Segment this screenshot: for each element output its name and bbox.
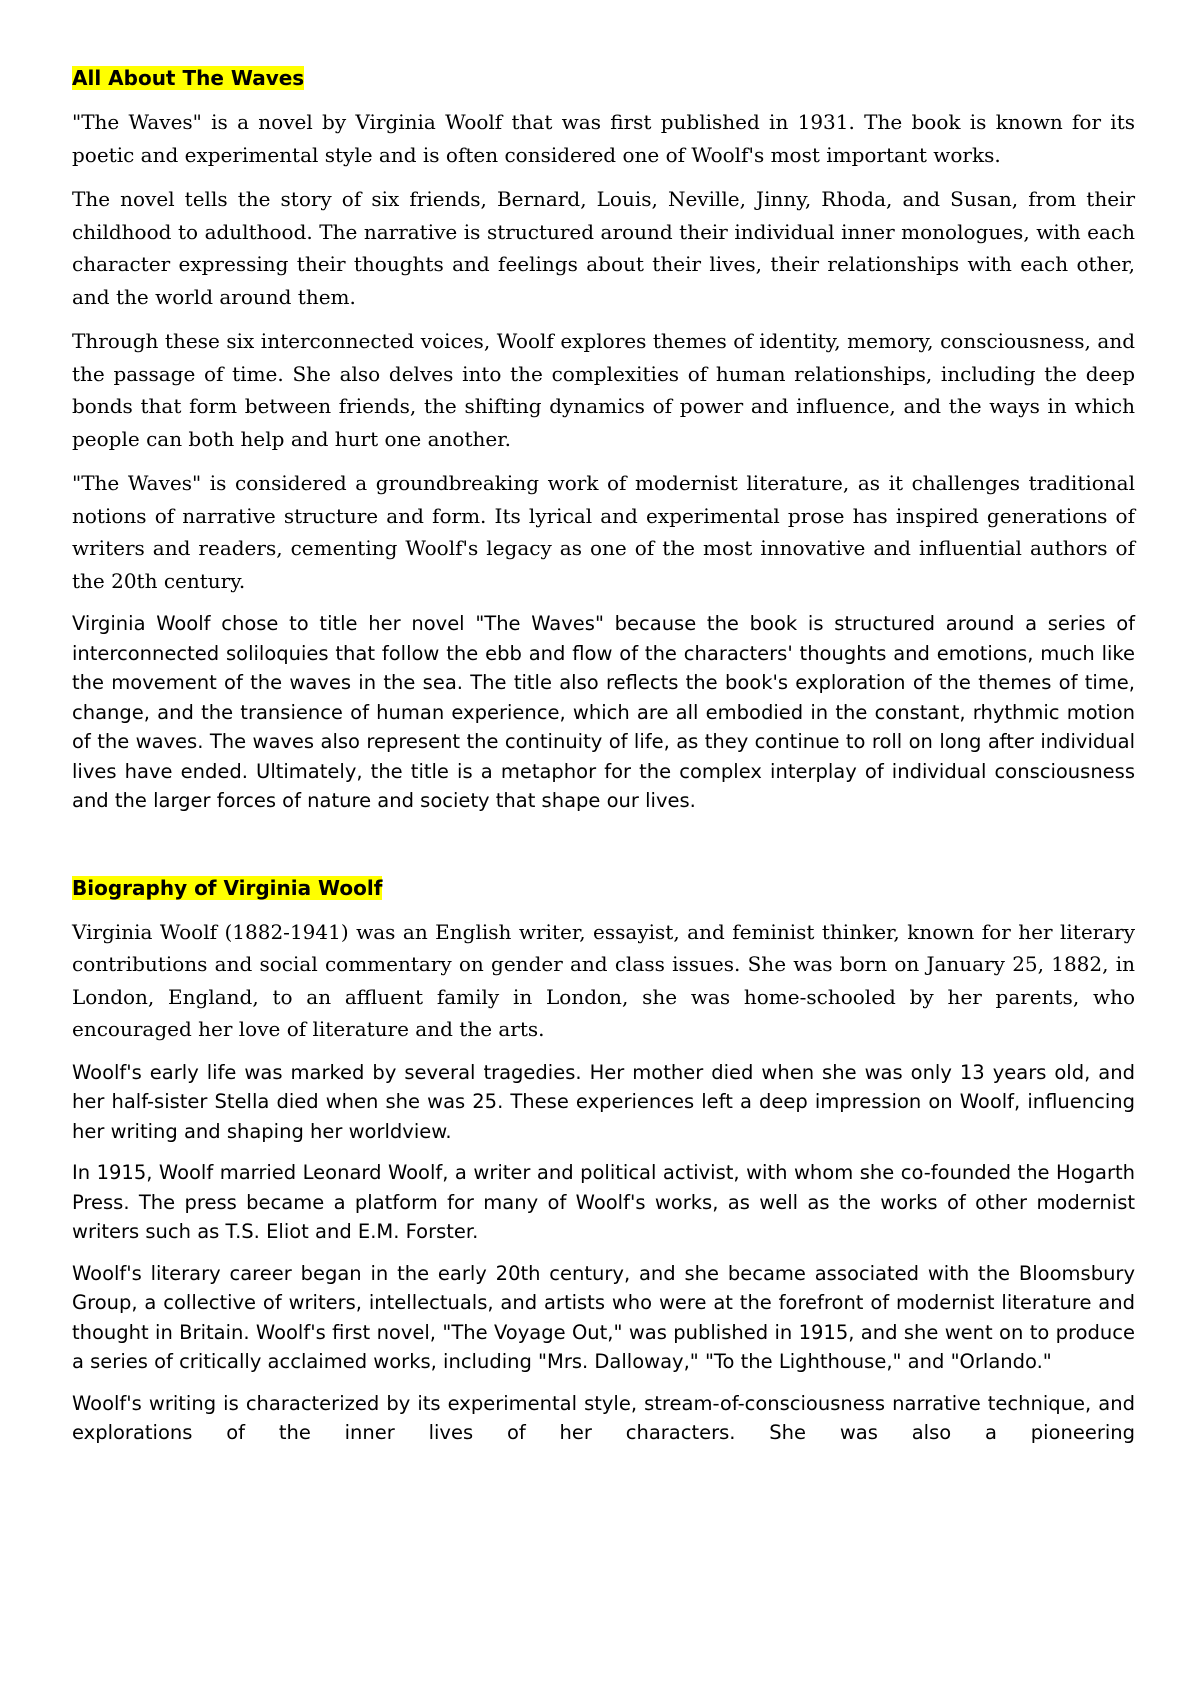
paragraph: Virginia Woolf (1882-1941) was an English writer, essayist, and feminist thinker, known for her literary contributions and social commentary on gender and class issues. She was born on January 25, 1882, in London, England, to an affluent family in London, she was home-schooled by her parents, who encouraged her love of literature and the arts. (72, 919, 1135, 1041)
paragraph: "The Waves" is a novel by Virginia Woolf that was first published in 1931. The book is known for its poetic and experimental style and is often considered one of Woolf's most important works. (72, 110, 1135, 167)
section-heading-waves: All About The Waves (72, 66, 305, 90)
paragraph: Through these six interconnected voices, Woolf explores themes of identity, memory, consciousness, and the passage of time. She also delves into the complexities of human relationships, including the deep bonds that form between friends, the shifting dynamics of power and influence, and the ways in which people can both help and hurt one another. (72, 329, 1135, 451)
paragraph: Woolf's writing is characterized by its experimental style, stream-of-consciousness narrative technique, and explorations of the inner lives of her characters. She was also a pioneering (72, 1391, 1135, 1444)
paragraph: Woolf's early life was marked by several tragedies. Her mother died when she was only 13 years old, and her half-sister Stella died when she was 25. These experiences left a deep impression on Woolf, influencing her writing and shaping her worldview. (72, 1060, 1135, 1143)
paragraph: Woolf's literary career began in the early 20th century, and she became associated with the Bloomsbury Group, a collective of writers, intellectuals, and artists who were at the forefront of modernist literature and thought in Britain. Woolf's first novel, "The Voyage Out," was published in 1915, and she went on to produce a series of critically acclaimed works, including "Mrs. Dalloway," "To the Lighthouse," and "Orlando." (72, 1261, 1135, 1373)
paragraph: In 1915, Woolf married Leonard Woolf, a writer and political activist, with whom she co-founded the Hogarth Press. The press became a platform for many of Woolf's works, as well as the works of other modernist writers such as T.S. Eliot and E.M. Forster. (72, 1161, 1135, 1243)
document-page (72, 66, 1135, 1448)
paragraph: Virginia Woolf chose to title her novel "The Waves" because the book is structured around a series of interconnected soliloquies that follow the ebb and flow of the characters' thoughts and emotions, much like the movement of the waves in the sea. The title also reflects the book's exploration of the themes of time, change, and the transience of human experience, which are all embodied in the constant, rhythmic motion of the waves. The waves also represent the continuity of life, as they continue to roll on long after individual lives have ended. Ultimately, the title is a metaphor for the complex interplay of individual consciousness and the larger forces of nature and society that shape our lives. (72, 612, 1135, 812)
paragraph: The novel tells the story of six friends, Bernard, Louis, Neville, Jinny, Rhoda, and Susan, from their childhood to adulthood. The narrative is structured around their individual inner monologues, with each character expressing their thoughts and feelings about their lives, their relationships with each other, and the world around them. (72, 187, 1135, 309)
section-heading-biography: Biography of Virginia Woolf (72, 875, 383, 900)
paragraph: "The Waves" is considered a groundbreaking work of modernist literature, as it challenges traditional notions of narrative structure and form. Its lyrical and experimental prose has inspired generations of writers and readers, cementing Woolf's legacy as one of the most innovative and influential authors of the 20th century. (72, 471, 1135, 593)
